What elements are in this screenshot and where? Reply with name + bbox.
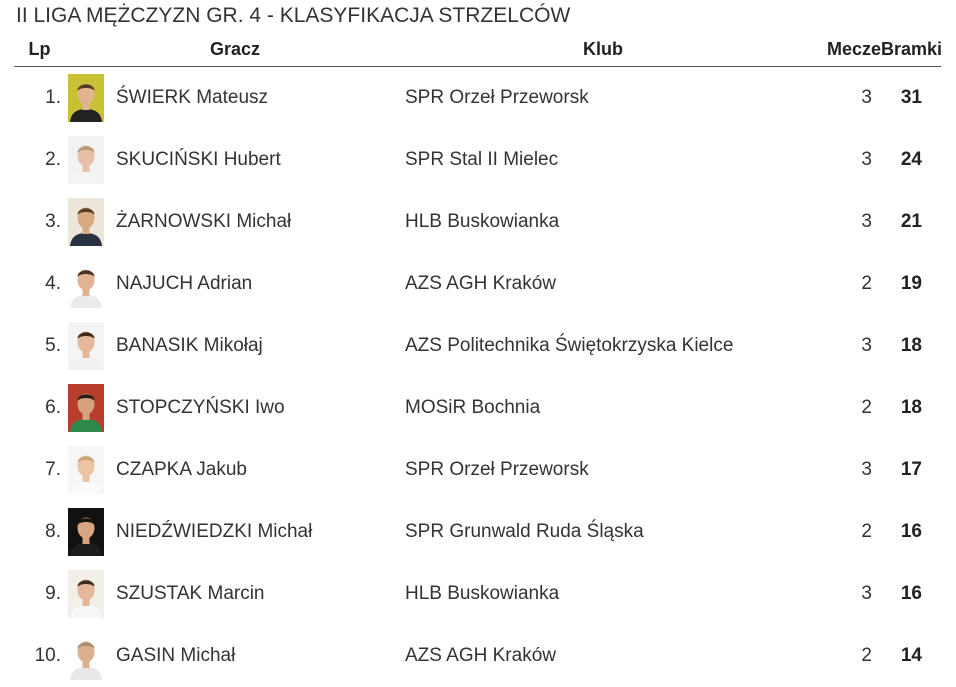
- table-row: [14, 129, 941, 191]
- goals-cell: 14: [900, 645, 922, 666]
- player-name[interactable]: STOPCZYŃSKI Iwo: [116, 397, 285, 418]
- club-name[interactable]: SPR Orzeł Przeworsk: [405, 87, 589, 108]
- matches-cell: 2: [861, 521, 872, 542]
- column-header-klub[interactable]: Klub: [405, 32, 801, 67]
- table-row: [14, 191, 941, 253]
- table-row: [14, 377, 941, 439]
- club-name[interactable]: AZS AGH Kraków: [405, 273, 556, 294]
- rank-cell: 3.: [45, 211, 61, 232]
- column-header-gracz[interactable]: Gracz: [65, 32, 405, 67]
- club-name[interactable]: SPR Stal II Mielec: [405, 149, 559, 170]
- rank-cell: 6.: [45, 397, 61, 418]
- player-name[interactable]: BANASIK Mikołaj: [116, 335, 263, 356]
- goals-cell: 21: [900, 211, 922, 232]
- column-header-mecze[interactable]: Mecze: [801, 32, 881, 67]
- player-photo[interactable]: [68, 446, 104, 494]
- matches-cell: 3: [861, 87, 872, 108]
- club-name[interactable]: HLB Buskowianka: [405, 583, 560, 604]
- table-row: [14, 67, 941, 130]
- goals-cell: 18: [900, 335, 922, 356]
- goals-cell: 16: [900, 583, 922, 604]
- player-name[interactable]: SZUSTAK Marcin: [116, 583, 265, 604]
- scorers-table: [14, 32, 941, 687]
- goals-cell: 24: [900, 149, 922, 170]
- club-name[interactable]: AZS AGH Kraków: [405, 645, 556, 666]
- page-title: II LIGA MĘŻCZYZN GR. 4 - KLASYFIKACJA STRZELCÓW: [16, 4, 571, 27]
- goals-cell: 18: [900, 397, 922, 418]
- club-name[interactable]: SPR Grunwald Ruda Śląska: [405, 521, 644, 542]
- player-name[interactable]: CZAPKA Jakub: [116, 459, 247, 480]
- rank-cell: 4.: [45, 273, 61, 294]
- player-photo[interactable]: [68, 322, 104, 370]
- goals-cell: 19: [900, 273, 922, 294]
- player-photo[interactable]: [68, 632, 104, 680]
- player-name[interactable]: NIEDŹWIEDZKI Michał: [116, 521, 313, 542]
- club-name[interactable]: AZS Politechnika Świętokrzyska Kielce: [405, 335, 734, 356]
- matches-cell: 3: [861, 459, 872, 480]
- matches-cell: 3: [861, 583, 872, 604]
- matches-cell: 3: [861, 149, 872, 170]
- player-name[interactable]: GASIN Michał: [116, 645, 236, 666]
- table-row: [14, 501, 941, 563]
- player-photo[interactable]: [68, 508, 104, 556]
- column-header-lp[interactable]: Lp: [14, 32, 65, 67]
- player-photo[interactable]: [68, 260, 104, 308]
- player-photo[interactable]: [68, 384, 104, 432]
- player-name[interactable]: SKUCIŃSKI Hubert: [116, 149, 281, 170]
- player-photo[interactable]: [68, 570, 104, 618]
- table-row: [14, 439, 941, 501]
- matches-cell: 3: [861, 211, 872, 232]
- matches-cell: 2: [861, 397, 872, 418]
- player-photo[interactable]: [68, 136, 104, 184]
- club-name[interactable]: SPR Orzeł Przeworsk: [405, 459, 589, 480]
- player-photo[interactable]: [68, 198, 104, 246]
- matches-cell: 2: [861, 645, 872, 666]
- matches-cell: 2: [861, 273, 872, 294]
- club-name[interactable]: HLB Buskowianka: [405, 211, 560, 232]
- table-row: [14, 563, 941, 625]
- player-name[interactable]: ŚWIERK Mateusz: [116, 87, 269, 108]
- rank-cell: 2.: [45, 149, 61, 170]
- table-header-row: [14, 32, 941, 67]
- player-name[interactable]: ŻARNOWSKI Michał: [116, 211, 292, 232]
- matches-cell: 3: [861, 335, 872, 356]
- rank-cell: 10.: [34, 645, 61, 666]
- rank-cell: 7.: [45, 459, 61, 480]
- rank-cell: 5.: [45, 335, 61, 356]
- column-header-bramki[interactable]: Bramki: [881, 32, 941, 67]
- player-photo[interactable]: [68, 74, 104, 122]
- goals-cell: 17: [900, 459, 922, 480]
- table-row: [14, 253, 941, 315]
- table-row: [14, 625, 941, 687]
- goals-cell: 16: [900, 521, 922, 542]
- rank-cell: 9.: [45, 583, 61, 604]
- rank-cell: 8.: [45, 521, 61, 542]
- player-name[interactable]: NAJUCH Adrian: [116, 273, 253, 294]
- club-name[interactable]: MOSiR Bochnia: [405, 397, 541, 418]
- table-row: [14, 315, 941, 377]
- rank-cell: 1.: [45, 87, 61, 108]
- goals-cell: 31: [900, 87, 922, 108]
